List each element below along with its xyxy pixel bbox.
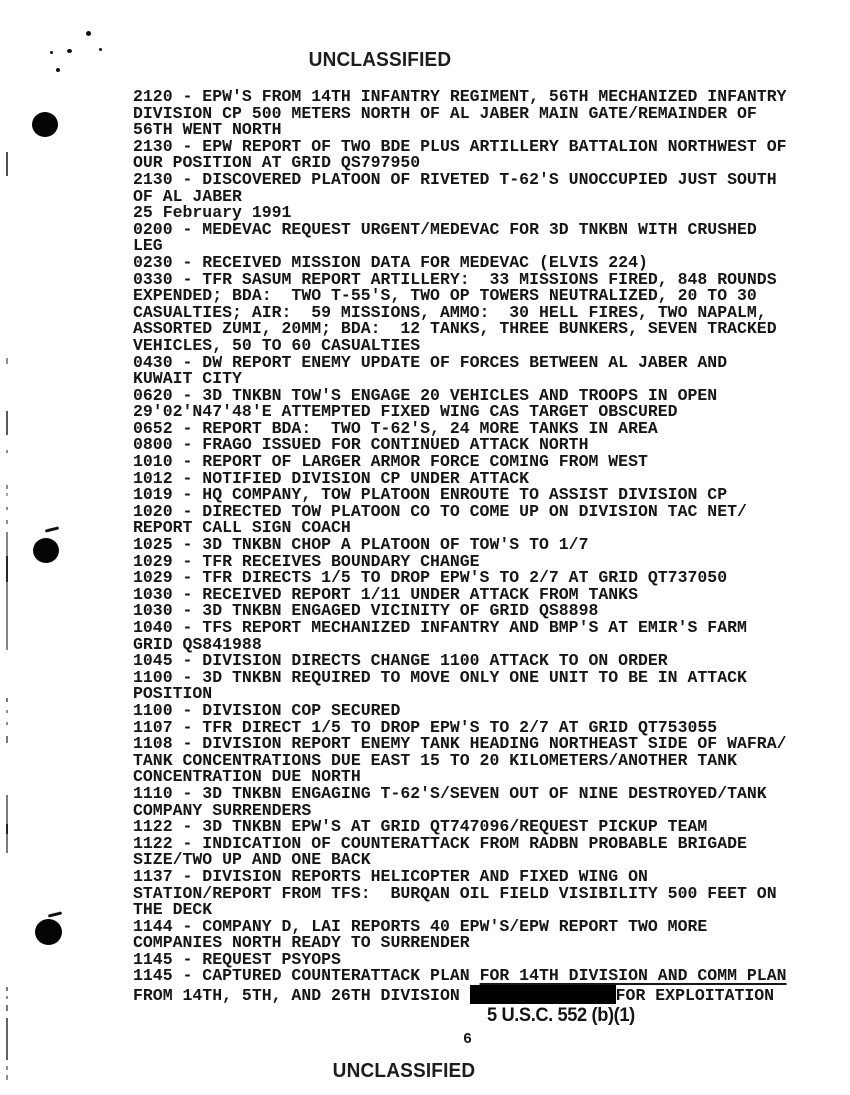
log-text: 0800 - FRAGO ISSUED FOR CONTINUED ATTACK NORTH — [133, 435, 589, 455]
log-text: 0652 - REPORT BDA: TWO T-62'S, 24 MORE TANKS IN AREA — [133, 418, 658, 438]
log-lines — [133, 87, 787, 1006]
log-text: VEHICLES, 50 TO 60 CASUALTIES — [133, 335, 421, 355]
log-text: 1122 - INDICATION OF COUNTERATTACK FROM RADBN PROBABLE BRIGADE — [133, 833, 747, 853]
redaction-bar — [470, 985, 616, 1004]
log-text: COMPANY SURRENDERS — [133, 800, 312, 820]
hole-punch-mark — [32, 112, 58, 137]
scan-artifact-mark — [6, 824, 8, 834]
log-text: 2130 - DISCOVERED PLATOON OF RIVETED T-62'S UNOCCUPIED JUST SOUTH — [133, 169, 777, 189]
scan-artifact-mark — [6, 1018, 8, 1060]
log-text: 56TH WENT NORTH — [133, 120, 282, 140]
scan-artifact-mark — [6, 520, 8, 524]
ink-speckle — [56, 68, 60, 72]
log-text: EXPENDED; BDA: TWO T-55'S, TWO OP TOWERS NEUTRALIZED, 20 TO 30 — [133, 286, 757, 306]
log-text: 1012 - NOTIFIED DIVISION CP UNDER ATTACK — [133, 468, 530, 488]
scan-artifact-mark — [6, 987, 8, 991]
log-text: CONCENTRATION DUE NORTH — [133, 767, 361, 787]
scan-artifact-mark — [6, 152, 8, 176]
log-text: 1029 - TFR RECEIVES BOUNDARY CHANGE — [133, 551, 480, 571]
log-text: 1145 - REQUEST PSYOPS — [133, 949, 341, 969]
log-text: SIZE/TWO UP AND ONE BACK — [133, 850, 371, 870]
log-text: 1107 - TFR DIRECT 1/5 TO DROP EPW'S TO 2/7 AT GRID QT753055 — [133, 717, 718, 737]
scan-artifact-mark — [6, 736, 8, 743]
ink-speckle — [99, 48, 102, 51]
ink-speckle — [67, 49, 72, 53]
ink-speckle — [86, 31, 91, 36]
page-number: 6 — [463, 1031, 473, 1048]
hole-punch-mark — [35, 919, 62, 945]
log-text: FOR EXPLOITATION — [615, 986, 775, 1006]
log-text: OUR POSITION AT GRID QS797950 — [133, 153, 421, 173]
log-line — [133, 985, 787, 1006]
log-text: 2120 - EPW'S FROM 14TH INFANTRY REGIMENT, 56TH MECHANIZED INFANTRY — [133, 87, 787, 106]
scan-artifact-mark — [6, 1066, 8, 1070]
log-text: 1122 - 3D TNKBN EPW'S AT GRID QT747096/REQUEST PICKUP TEAM — [133, 817, 708, 837]
log-text: 0230 - RECEIVED MISSION DATA FOR MEDEVAC (ELVIS 224) — [133, 252, 648, 272]
log-text: 2130 - EPW REPORT OF TWO BDE PLUS ARTILLERY BATTALION NORTHWEST OF — [133, 136, 787, 156]
scan-artifact-mark — [6, 485, 8, 489]
log-line — [133, 968, 787, 985]
log-text: 25 February 1991 — [133, 203, 292, 223]
scan-artifact-mark — [6, 450, 8, 453]
log-text: 1029 - TFR DIRECTS 1/5 TO DROP EPW'S TO 2/7 AT GRID QT737050 — [133, 568, 728, 588]
log-text: 1019 - HQ COMPANY, TOW PLATOON ENROUTE TO ASSIST DIVISION CP — [133, 485, 728, 505]
log-text: 1145 - CAPTURED COUNTERATTACK PLAN — [133, 966, 480, 986]
log-text: 29'02'N47'48'E ATTEMPTED FIXED WING CAS TARGET OBSCURED — [133, 402, 678, 422]
scan-artifact-mark — [6, 358, 8, 364]
log-text: KUWAIT CITY — [133, 369, 242, 389]
log-text: 1110 - 3D TNKBN ENGAGING T-62'S/SEVEN OUT OF NINE DESTROYED/TANK — [133, 783, 767, 803]
scan-artifact-mark — [6, 1075, 8, 1080]
ink-speckle — [45, 526, 59, 532]
scan-artifact-mark — [6, 411, 8, 435]
log-text: 0430 - DW REPORT ENEMY UPDATE OF FORCES BETWEEN AL JABER AND — [133, 352, 728, 372]
scan-artifact-mark — [6, 722, 8, 725]
log-text: OF AL JABER — [133, 186, 242, 206]
log-text: POSITION — [133, 684, 213, 704]
log-line — [133, 883, 787, 903]
log-text-underlined: FOR 14TH DIVISION AND COMM PLAN — [479, 966, 787, 986]
log-line — [133, 667, 787, 687]
log-line — [133, 219, 787, 239]
log-text: GRID QS841988 — [133, 634, 262, 654]
log-text: 0620 - 3D TNKBN TOW'S ENGAGE 20 VEHICLES AND TROOPS IN OPEN — [133, 385, 718, 405]
scan-artifact-mark — [6, 556, 8, 582]
log-text: DIVISION CP 500 METERS NORTH OF AL JABER MAIN GATE/REMAINDER OF — [133, 103, 757, 123]
log-text: 1020 - DIRECTED TOW PLATOON CO TO COME UP ON DIVISION TAC NET/ — [133, 501, 747, 521]
log-text: 1025 - 3D TNKBN CHOP A PLATOON OF TOW'S TO 1/7 — [133, 535, 589, 555]
log-text: 1100 - 3D TNKBN REQUIRED TO MOVE ONLY ONE UNIT TO BE IN ATTACK — [133, 667, 747, 687]
log-text: LEG — [133, 236, 163, 256]
log-text: 1040 - TFS REPORT MECHANIZED INFANTRY AND BMP'S AT EMIR'S FARM — [133, 618, 747, 637]
log-text: ASSORTED ZUMI, 20MM; BDA: 12 TANKS, THREE BUNKERS, SEVEN TRACKED — [133, 319, 777, 339]
log-text: 1045 - DIVISION DIRECTS CHANGE 1100 ATTACK TO ON ORDER — [133, 651, 668, 671]
scan-artifact-mark — [6, 996, 8, 999]
log-text: 0200 - MEDEVAC REQUEST URGENT/MEDEVAC FOR 3D TNKBN WITH CRUSHED — [133, 219, 757, 239]
log-text: 1100 - DIVISION COP SECURED — [133, 700, 401, 720]
ink-speckle — [48, 911, 62, 917]
log-text: FROM 14TH, 5TH, AND 26TH DIVISION — [133, 986, 470, 1006]
log-text: 1137 - DIVISION REPORTS HELICOPTER AND FIXED WING ON — [133, 866, 648, 886]
hole-punch-mark — [33, 538, 59, 563]
log-text: 1030 - RECEIVED REPORT 1/11 UNDER ATTACK FROM TANKS — [133, 584, 638, 604]
scan-artifact-mark — [6, 532, 8, 650]
log-text: CASUALTIES; AIR: 59 MISSIONS, AMMO: 30 HELL FIRES, TWO NAPALM, — [133, 302, 767, 322]
log-text: 1010 - REPORT OF LARGER ARMOR FORCE COMING FROM WEST — [133, 452, 648, 472]
scan-artifact-mark — [6, 698, 8, 702]
log-text: THE DECK — [133, 900, 213, 920]
header-classification: UNCLASSIFIED — [308, 49, 452, 71]
log-text: REPORT CALL SIGN COACH — [133, 518, 351, 538]
log-text: 1030 - 3D TNKBN ENGAGED VICINITY OF GRID QS8898 — [133, 601, 599, 621]
scan-artifact-mark — [6, 710, 8, 713]
scan-artifact-mark — [6, 493, 8, 496]
log-text: 0330 - TFR SASUM REPORT ARTILLERY: 33 MISSIONS FIRED, 848 ROUNDS — [133, 269, 777, 289]
log-text: TANK CONCENTRATIONS DUE EAST 15 TO 20 KILOMETERS/ANOTHER TANK — [133, 750, 737, 770]
scan-artifact-mark — [6, 507, 8, 510]
log-text: 1108 - DIVISION REPORT ENEMY TANK HEADING NORTHEAST SIDE OF WAFRA/ — [133, 734, 787, 754]
foia-exemption-citation: 5 U.S.C. 552 (b)(1) — [487, 1005, 635, 1026]
log-text: 1144 - COMPANY D, LAI REPORTS 40 EPW'S/EPW REPORT TWO MORE — [133, 916, 708, 936]
ink-speckle — [50, 51, 53, 54]
scan-artifact-mark — [6, 1005, 8, 1011]
log-text: STATION/REPORT FROM TFS: BURQAN OIL FIELD VISIBILITY 500 FEET ON — [133, 883, 777, 903]
footer-classification: UNCLASSIFIED — [332, 1060, 476, 1082]
log-text: COMPANIES NORTH READY TO SURRENDER — [133, 933, 470, 953]
